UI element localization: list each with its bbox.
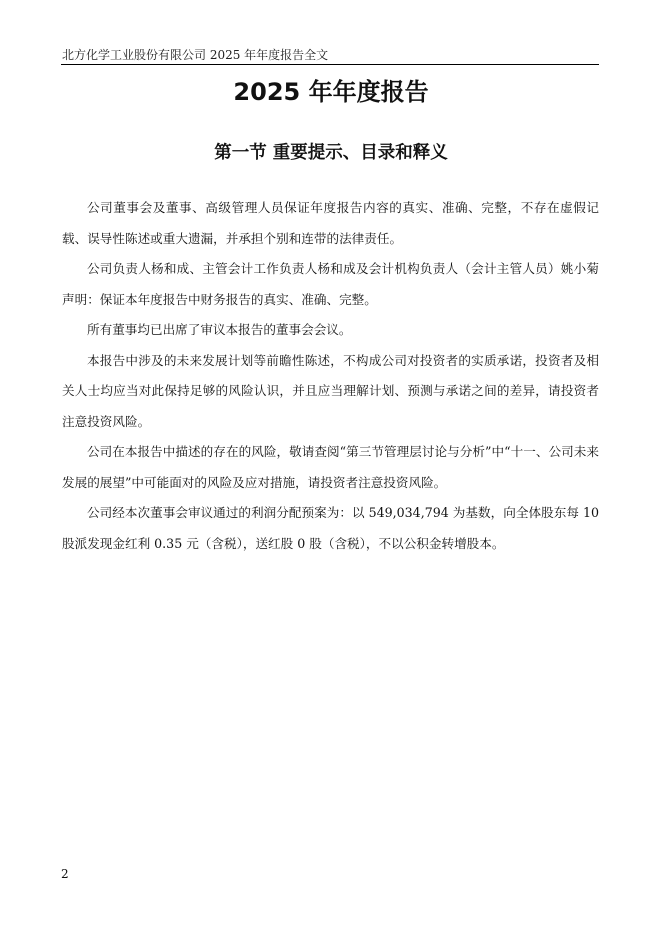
section-heading: 第一节 重要提示、目录和释义 <box>214 143 448 163</box>
page-number: 2 <box>61 867 69 881</box>
paragraph-risk-notice: 公司在本报告中描述的存在的风险，敬请查阅“第三节管理层讨论与分析”中“十一、公司未来发展的展望”中可能面对的风险及应对措施，请投资者注意投资风险。 <box>62 444 599 490</box>
report-title: 2025 年年度报告 <box>233 78 429 106</box>
running-header: 北方化学工业股份有限公司 2025 年年度报告全文 <box>62 48 329 62</box>
body-text <box>62 193 599 559</box>
paragraph-profit-distribution: 公司经本次董事会审议通过的利润分配预案为：以 549,034,794 为基数，向全体股东每 10 股派发现金红利 0.35 元（含税），送红股 0 股（含税），不以公积金转增股本。 <box>62 505 599 551</box>
paragraph-board-attendance: 所有董事均已出席了审议本报告的董事会会议。 <box>87 322 352 337</box>
paragraph-financial-declaration: 公司负责人杨和成、主管会计工作负责人杨和成及会计机构负责人（会计主管人员）姚小菊声明：保证本年度报告中财务报告的真实、准确、完整。 <box>62 261 599 307</box>
header-divider <box>61 64 599 65</box>
paragraph-responsibility-statement: 公司董事会及董事、高级管理人员保证年度报告内容的真实、准确、完整，不存在虚假记载、误导性陈述或重大遗漏，并承担个别和连带的法律责任。 <box>62 200 599 246</box>
paragraph-forward-looking-statement: 本报告中涉及的未来发展计划等前瞻性陈述，不构成公司对投资者的实质承诺，投资者及相关人士均应当对此保持足够的风险认识，并且应当理解计划、预测与承诺之间的差异，请投资者注意投资风险。 <box>62 352 599 429</box>
